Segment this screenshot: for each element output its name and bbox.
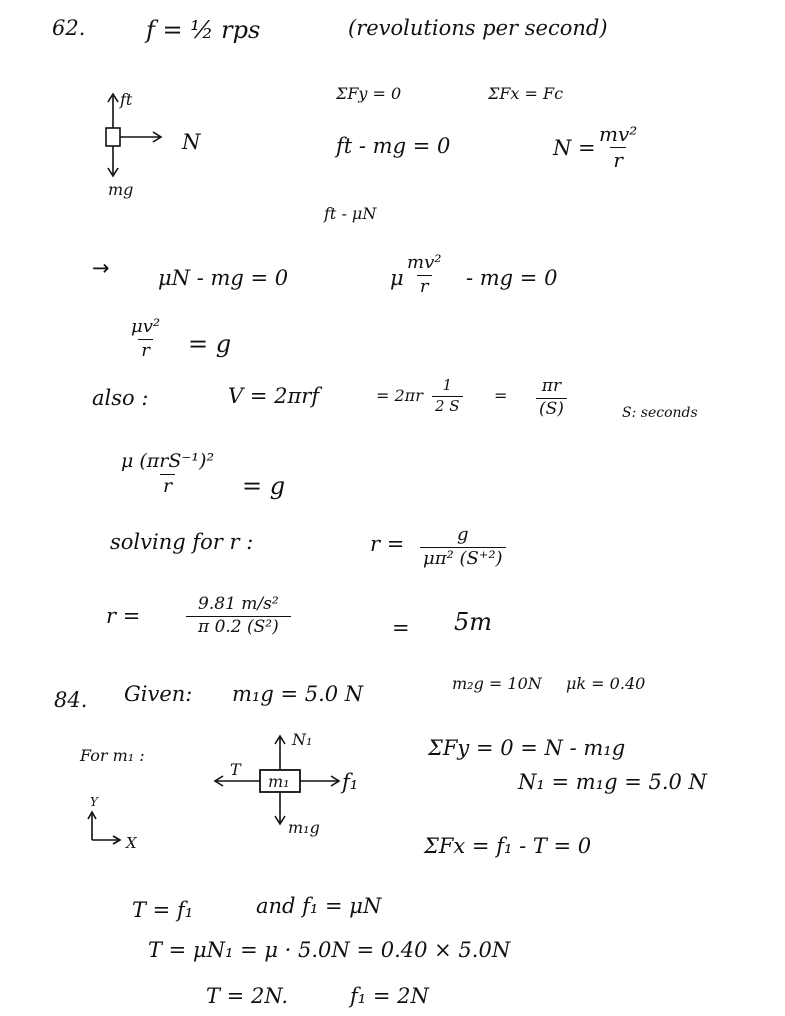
eq-mu-1: μN - mg = 0	[158, 266, 289, 290]
r-denominator-1: μπ² (S⁺²)	[420, 547, 506, 569]
fbd-62-label-n: N	[182, 130, 201, 154]
fbd-84-label-f1: f₁	[342, 770, 359, 794]
seconds-note: S: seconds	[622, 405, 698, 421]
r-equals: =	[392, 616, 410, 640]
eq-mu-2-numerator: mv²	[407, 252, 442, 273]
r-denominator-2: π 0.2 (S²)	[186, 616, 291, 637]
m1g-value: m₁g = 5.0 N	[232, 682, 364, 706]
eq-sub-post: = g	[242, 472, 286, 500]
eq-mu-2-denominator: r	[417, 275, 432, 297]
f1-result: f₁ = 2N	[350, 984, 429, 1008]
also-label: also :	[92, 386, 149, 410]
eq-n-lhs: N =	[553, 136, 596, 160]
problem-84-given: Given:	[124, 682, 193, 706]
and-f1-equation: and f₁ = μN	[256, 894, 382, 918]
velocity-eq-2-denominator: 2 S	[432, 396, 463, 415]
velocity-eq-3-numerator: πr	[541, 376, 562, 396]
problem-62-given-note: (revolutions per second)	[348, 16, 608, 40]
eq-g-fraction	[128, 318, 163, 361]
eq-n-fraction	[596, 124, 640, 171]
sum-fy-84: ΣFy = 0 = N - m₁g	[428, 736, 626, 760]
sum-fy-62: ΣFy = 0	[336, 84, 402, 103]
eq-n-denominator: r	[610, 147, 626, 171]
m2g-value: m₂g = 10N	[452, 674, 542, 693]
velocity-eq-3-denominator: (S)	[536, 398, 567, 419]
fbd-62-label-ft: ft	[120, 90, 133, 109]
velocity-eq-2-numerator: 1	[442, 376, 453, 394]
eq-g-denominator: r	[138, 339, 153, 361]
solving-label: solving for r :	[110, 530, 254, 554]
eq-mu-2-fraction	[404, 254, 444, 297]
velocity-eq-2-post: =	[494, 386, 508, 405]
t-equals-f1: T = f₁	[132, 898, 194, 922]
eq-g-numerator: μv²	[131, 316, 161, 337]
r-fraction-1	[420, 526, 506, 569]
x-axis-label: X	[126, 834, 137, 852]
t-result: T = 2N.	[206, 984, 289, 1008]
for-m1-label: For m₁ :	[80, 746, 145, 765]
friction-62: ft - μN	[324, 204, 377, 223]
problem-84-number: 84.	[54, 688, 88, 712]
velocity-eq-2-fraction	[432, 378, 463, 415]
velocity-eq: V = 2πrf	[228, 384, 320, 408]
velocity-eq-2-pre: = 2πr	[376, 386, 423, 405]
eq-sub-numerator: μ (πrS⁻¹)²	[121, 450, 215, 472]
eq-mu-2-post: - mg = 0	[466, 266, 558, 290]
fbd-84-label-n1: N₁	[292, 730, 313, 749]
y-axis-label: Y	[90, 795, 98, 809]
t-calculation: T = μN₁ = μ · 5.0N = 0.40 × 5.0N	[148, 938, 511, 962]
r-result: 5m	[454, 608, 493, 636]
r-fraction-2	[186, 596, 291, 637]
r-numerator-2: 9.81 m/s²	[198, 594, 279, 614]
implies-arrow: →	[92, 256, 110, 280]
fbd-84-label-m1g: m₁g	[288, 818, 320, 837]
fbd-62-label-mg: mg	[108, 180, 134, 199]
r-lhs-2: r =	[106, 604, 141, 628]
eq-mu-2-pre: μ	[390, 266, 404, 290]
eq-sub-fraction	[118, 452, 217, 497]
n1-equation: N₁ = m₁g = 5.0 N	[518, 770, 707, 794]
fbd-84-box-label: m₁	[268, 772, 290, 791]
eq-sub-denominator: r	[160, 474, 175, 497]
r-lhs-1: r =	[370, 532, 405, 556]
problem-62-number: 62.	[52, 16, 86, 40]
fbd-62-block	[106, 128, 120, 146]
eq-g-post: = g	[188, 330, 232, 358]
velocity-eq-3-fraction	[536, 378, 567, 419]
muk-value: μk = 0.40	[566, 674, 646, 693]
r-numerator-1: g	[457, 524, 469, 545]
sum-fx-84: ΣFx = f₁ - T = 0	[424, 834, 592, 858]
sum-fx-62: ΣFx = Fc	[488, 84, 564, 103]
eq-fy-62: ft - mg = 0	[336, 134, 451, 158]
eq-n-numerator: mv²	[599, 122, 638, 146]
fbd-84-label-t: T	[230, 760, 241, 779]
problem-62-given: f = ½ rps	[146, 16, 261, 44]
